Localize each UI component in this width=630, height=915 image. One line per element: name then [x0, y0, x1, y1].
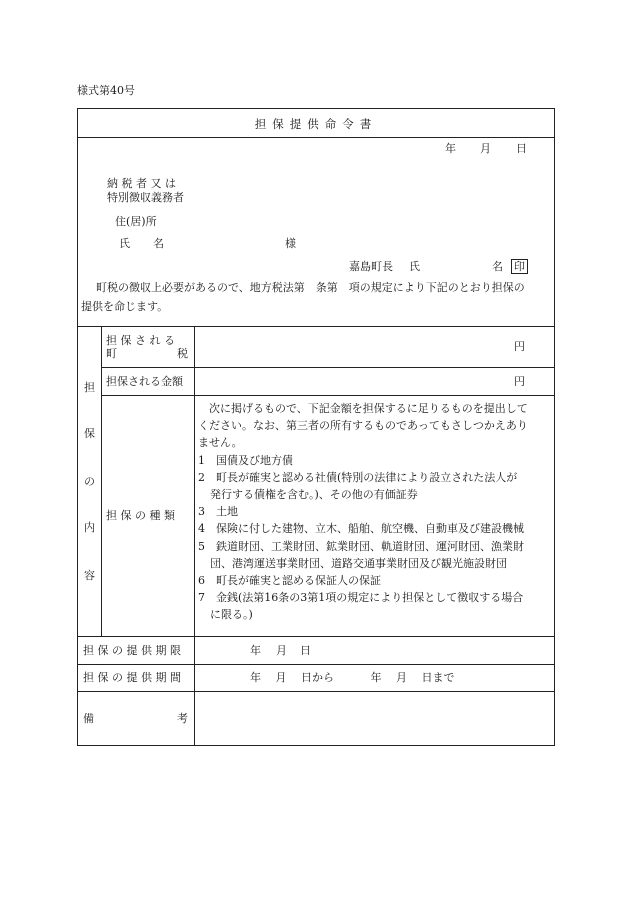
honorific: 様 [285, 237, 296, 250]
tax-unit: 円 [514, 340, 525, 353]
recipient-line-1: 納 税 者 又 は [107, 177, 176, 190]
order-form [77, 108, 555, 746]
deadline-month: 月 [276, 644, 287, 657]
form-number: 様式第40号 [77, 84, 135, 97]
deadline-label: 担 保 の 提 供 期 限 [83, 644, 181, 657]
types-item: 発行する債権を含む。)、その他の有価証券 [210, 488, 418, 502]
types-item: 3 土地 [198, 505, 238, 519]
divider [78, 636, 554, 637]
address-label: 住(居)所 [115, 215, 157, 228]
deadline-year: 年 [250, 644, 261, 657]
types-intro-3: ません。 [198, 436, 243, 450]
amount-label: 担保される金額 [106, 375, 183, 388]
types-intro-1: 次に掲げるもので、下記金額を担保するに足りるものを提出して [198, 402, 528, 415]
types-item: 7 金銭(法第16条の3第1項の規定により担保として徴収する場合 [198, 591, 524, 605]
tax-label-2a: 町 [106, 347, 117, 360]
type-label: 担 保 の 種 類 [106, 509, 175, 522]
types-item: に限る。) [210, 608, 253, 622]
seal-wrap [511, 259, 528, 274]
side-label-1: 担 [84, 381, 95, 394]
form-title: 担保提供命令書 [254, 117, 378, 131]
issuer-name-label-2: 名 [492, 260, 503, 273]
divider [78, 137, 554, 138]
period-value: 年 月 日から 年 月 日まで [250, 671, 455, 684]
types-item: 2 町長が確実と認める社債(特別の法律により設立された法人が [198, 470, 518, 484]
name-label-1: 氏 [119, 237, 130, 250]
side-label-4: 内 [84, 521, 95, 534]
divider [101, 326, 102, 636]
types-item: 5 鉄道財団、工業財団、鉱業財団、軌道財団、運河財団、漁業財 [198, 539, 524, 553]
side-label-2: 保 [84, 427, 95, 440]
divider [78, 664, 554, 665]
amount-unit: 円 [514, 375, 525, 388]
seal-mark: 印 [511, 259, 528, 274]
remarks-label-2: 考 [177, 712, 188, 725]
name-label-2: 名 [153, 237, 164, 250]
recipient-line-2: 特別徴収義務者 [107, 191, 184, 204]
types-item: 団、港湾運送事業財団、道路交通事業財団及び観光施設財団 [210, 556, 507, 570]
side-label-5: 容 [84, 569, 95, 582]
types-intro-2: ください。なお、第三者の所有するものであってもさしつかえあり [198, 419, 528, 433]
date-year: 年 [445, 142, 456, 155]
types-list [198, 400, 528, 624]
remarks-label-1: 備 [83, 712, 94, 725]
divider [194, 326, 195, 746]
tax-label-2b: 税 [177, 347, 188, 360]
types-item: 6 町長が確実と認める保証人の保証 [198, 574, 381, 588]
types-item: 1 国債及び地方債 [198, 453, 293, 467]
intro-text-2: 提供を命じます。 [81, 300, 169, 313]
issuer-name-label: 氏 [409, 260, 420, 273]
types-item: 4 保険に付した建物、立木、船舶、航空機、自動車及び建設機械 [198, 522, 524, 536]
date-day: 日 [516, 142, 527, 155]
tax-label-1: 担 保 さ れ る [106, 334, 175, 347]
period-label: 担 保 の 提 供 期 間 [83, 671, 181, 684]
intro-text-1: 町税の徴収上必要があるので、地方税法第 条第 項の規定により下記のとおり担保の [96, 281, 525, 294]
issuer-title: 嘉島町長 [349, 260, 393, 273]
divider [78, 326, 554, 327]
divider [101, 395, 554, 396]
divider [78, 691, 554, 692]
date-month: 月 [480, 142, 491, 155]
divider [101, 367, 554, 368]
deadline-day: 日 [300, 644, 311, 657]
side-label-3: の [84, 475, 95, 488]
